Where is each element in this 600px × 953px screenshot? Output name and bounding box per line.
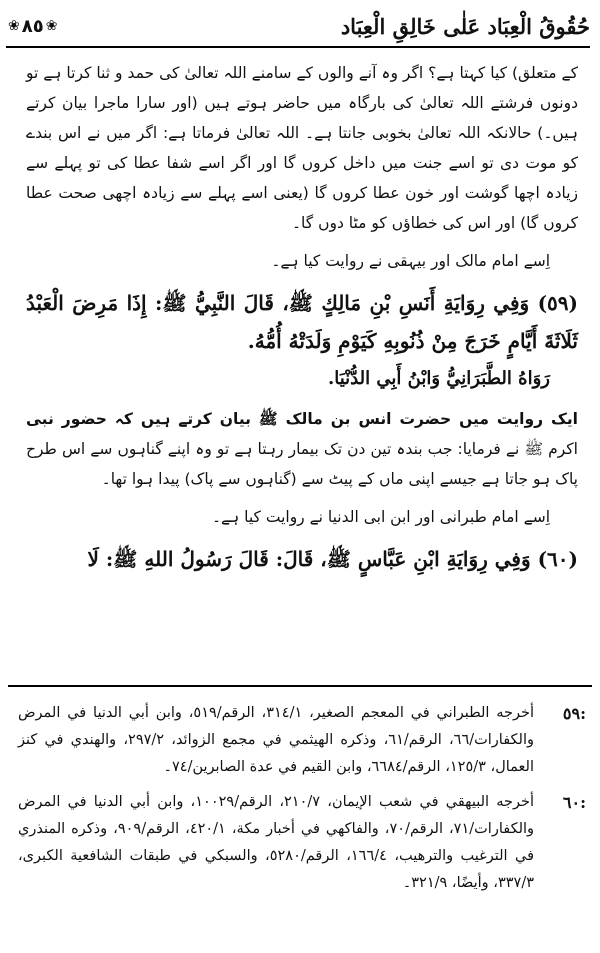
footnote-text: أخرجه البيهقي في شعب الإيمان، ٢١٠/٧، الرقم/١٠٠٢٩، وابن أبي الدنيا في المرض والكفارات/٧١، الرقم/٧٠، والفاكهي في أخبار مكة، ٤٢٠/١، الرقم/٩٠٩، وذكره المنذري في الترغيب والترهيب، ١٦٦/٤، الرقم/٥٢٨٠، والسبكي في طبقات الشافعية الكبرى، ٣٣٧/٣، وأيضًا، ٣٢١/٩۔ xyxy=(18,794,535,891)
translation-body: اکرم ﷺ نے فرمایا: جب بندہ تین دن تک بیمار رہتا ہے تو وہ اپنے گناہوں سے اس طرح پاک ہو جاتا ہے جیسے اپنی ماں کے پیٹ سے (گناہوں سے پاک) پیدا ہوا تھا۔ xyxy=(26,440,578,488)
footnote xyxy=(18,700,586,781)
footnote xyxy=(18,789,586,897)
main-text xyxy=(26,58,578,578)
hadith-60-arabic: (٦٠) وَفِي رِوَايَةِ ابْنِ عَبَّاسٍ ﷺ، قَالَ: قَالَ رَسُولُ اللهِ ﷺ: لَا xyxy=(87,547,578,571)
urdu-paragraph: کے متعلق) کیا کہتا ہے؟ اگر وہ آنے والوں کے سامنے اللہ تعالیٰ کی حمد و ثنا کرتا ہے تو دونوں فرشتے اللہ تعالیٰ کی بارگاہ میں حاضر ہوتے ہیں (اور سارا ماجرا بیان کرتے ہیں۔) حالانکہ اللہ تعالیٰ بخوبی جانتا ہے۔ اللہ تعالیٰ فرماتا ہے: اگر میں نے اس بندے کو موت دی تو اسے جنت میں داخل کروں گا اور اگر اسے شفا عطا کی تو پہلے سے زیادہ اچھا گوشت اور خون عطا کروں گا (یعنی اسے پہلے سے زیادہ اچھی صحت عطا کروں گا) اور اس کی خطاؤں کو مٹا دوں گا۔ xyxy=(26,64,578,232)
page-header xyxy=(6,6,590,48)
footnote-text: أخرجه الطبراني في المعجم الصغير، ٣١٤/١، الرقم/٥١٩، وابن أبي الدنيا في المرض والكفارات/٦٦، الرقم/٦١، وذكره الهيثمي في مجمع الزوائد، ٢٩٧/٢، والهندي في كنز العمال، ١٢٥/٣، الرقم/٦٦٨٤، وابن القيم في عدة الصابرين/٧٤۔ xyxy=(18,705,535,775)
page-number: ٨٥ xyxy=(21,15,44,37)
hadith-59-arabic: (٥٩) وَفِي رِوَايَةِ أَنَسِ بْنِ مَالِكٍ ﷺ، قَالَ النَّبِيُّ ﷺ: إِذَا مَرِضَ الْعَبْدُ ثَلَاثَةَ أَيَّامٍ خَرَجَ مِنْ ذُنُوبِهِ كَيَوْمِ وَلَدَتْهُ أُمُّهُ. xyxy=(26,291,578,353)
attribution-line: اِسے امام مالک اور بیہقی نے روایت کیا ہے۔ xyxy=(271,252,550,270)
footnote-number: :٥٩ xyxy=(562,704,586,723)
running-title: حُقُوقُ الْعِبَاد عَلٰى خَالِقِ الْعِبَاد xyxy=(340,13,590,39)
footnote-divider xyxy=(8,685,592,687)
ornament-right-icon: ❀ xyxy=(45,18,58,34)
hadith-59-narration: رَوَاهُ الطَّبَرَانِيُّ وَابْنُ أَبِي الدُّنْيَا. xyxy=(327,368,550,389)
ornament-left-icon: ❀ xyxy=(8,18,20,34)
footnote-number: :٦٠ xyxy=(562,793,586,812)
attribution-line: اِسے امام طبرانی اور ابن ابی الدنیا نے روایت کیا ہے۔ xyxy=(211,508,550,526)
page-number-box xyxy=(6,16,59,37)
hadith-59-translation xyxy=(26,404,578,494)
footnotes xyxy=(18,700,586,905)
translation-lead: ایک روایت میں حضرت انس بن مالک ﷺ بیان کرتے ہیں کہ حضور نبی xyxy=(26,410,578,428)
